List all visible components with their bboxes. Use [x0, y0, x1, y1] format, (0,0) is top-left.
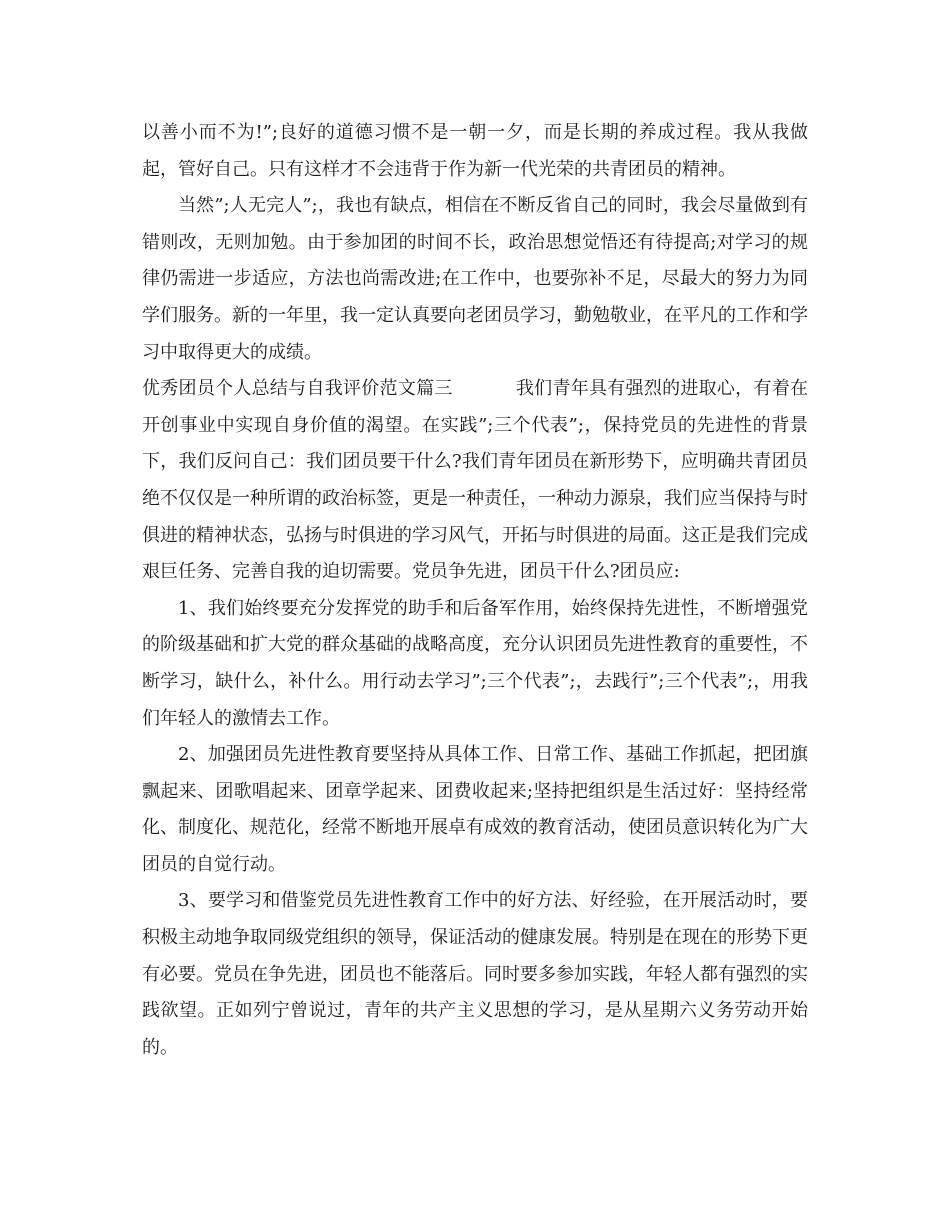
list-item-2: 2、加强团员先进性教育要坚持从具体工作、日常工作、基础工作抓起，把团旗飘起来、团歌唱起来、团章学起来、团费收起来;坚持把组织是生活过好：坚持经常化、制度化、规范化，经常不断地开展卓有成效的教育活动，使团员意识转化为广大团员的自觉行动。 [142, 744, 808, 875]
section-heading: 优秀团员个人总结与自我评价范文篇三 [142, 378, 453, 400]
paragraph-1: 以善小而不为!”;良好的道德习惯不是一朝一夕，而是长期的养成过程。我从我做起，管好自己。只有这样才不会违背于作为新一代光荣的共青团员的精神。 [142, 122, 808, 180]
paragraph-3 [142, 371, 808, 591]
paragraph-2: 当然”;人无完人”;，我也有缺点，相信在不断反省自己的同时，我会尽量做到有错则改，无则加勉。由于参加团的时间不长，政治思想觉悟还有待提高;对学习的规律仍需进一步适应，方法也尚需改进;在工作中，也要弥补不足，尽最大的努力为同学们服务。新的一年里，我一定认真要向老团员学习，勤勉敬业，在平凡的工作和学习中取得更大的成绩。 [142, 195, 808, 363]
paragraph-3-body: 我们青年具有强烈的进取心，有着在开创事业中实现自身价值的渴望。在实践”;三个代表”;，保持党员的先进性的背景下，我们反问自己：我们团员要干什么?我们青年团员在新形势下，应明确共青团员绝不仅仅是一种所谓的政治标签，更是一种责任，一种动力源泉，我们应当保持与时俱进的精神状态，弘扬与时俱进的学习风气，开拓与时俱进的局面。这正是我们完成艰巨任务、完善自我的迫切需要。党员争先进，团员干什么?团员应: [142, 378, 809, 583]
document-page [142, 115, 808, 1066]
list-item-3: 3、要学习和借鉴党员先进性教育工作中的好方法、好经验，在开展活动时，要积极主动地争取同级党组织的领导，保证活动的健康发展。特别是在现在的形势下更有必要。党员在争先进，团员也不能落后。同时要多参加实践，年轻人都有强烈的实践欲望。正如列宁曾说过，青年的共产主义思想的学习，是从星期六义务劳动开始的。 [142, 890, 808, 1058]
list-item-1: 1、我们始终要充分发挥党的助手和后备军作用，始终保持先进性，不断增强党的阶级基础和扩大党的群众基础的战略高度，充分认识团员先进性教育的重要性，不断学习，缺什么，补什么。用行动去学习”;三个代表”;，去践行”;三个代表”;，用我们年轻人的激情去工作。 [142, 597, 808, 729]
